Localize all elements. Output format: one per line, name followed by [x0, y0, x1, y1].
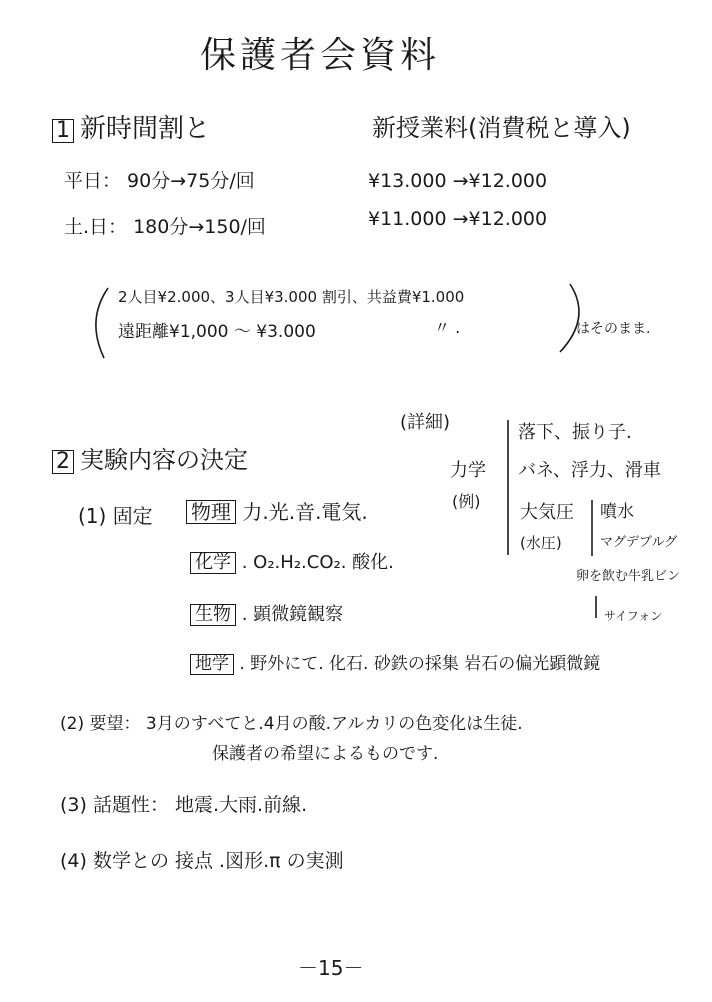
biology-row: [190, 604, 343, 626]
section-2-heading: [52, 448, 248, 474]
topicality-line: (3) 話題性： 地震.大雨.前線.: [60, 794, 308, 816]
page-title: 保護者会資料: [200, 35, 441, 76]
example-egg-bottle: 卵を飲む牛乳ビン: [576, 569, 681, 584]
chemistry-box: 化学: [190, 552, 236, 574]
discount-note: 2人目¥2.000、3人目¥3.000 割引、共益費¥1.000: [118, 288, 465, 306]
physics-row: [186, 500, 368, 524]
section-2-title: 実験内容の決定: [80, 446, 248, 474]
example-spring: バネ、浮力、滑車: [518, 460, 661, 481]
example-magdeburg: マグデブルグ: [600, 535, 678, 550]
earth-science-topics: . 野外にて. 化石. 砂鉄の採集 岩石の偏光顕微鏡: [239, 654, 601, 674]
detail-label: (詳細): [400, 412, 451, 433]
biology-topics: . 顕微鏡観察: [241, 604, 344, 625]
biology-box: 生物: [190, 604, 236, 626]
left-paren: [96, 288, 108, 358]
earth-science-row: [190, 654, 600, 675]
example-siphon: サイフォン: [604, 609, 663, 623]
physics-topics: 力.光.音.電気.: [242, 500, 368, 524]
chemistry-topics: . O₂.H₂.CO₂. 酸化.: [241, 552, 394, 573]
section-1-heading: [52, 116, 210, 143]
earth-science-box: 地学: [190, 654, 234, 675]
example-air-pressure: 大気圧: [520, 502, 574, 523]
ditto-mark: 〃 .: [434, 318, 461, 337]
chemistry-row: [190, 552, 394, 574]
example-label: (例): [452, 492, 481, 511]
page-number: －15－: [298, 956, 364, 980]
weekend-tuition: ¥11.000 →¥12.000: [368, 208, 548, 230]
example-fall: 落下、振り子.: [518, 422, 632, 443]
math-connection-line: (4) 数学との 接点 .図形.π の実測: [60, 850, 344, 872]
section-number: 2: [52, 450, 74, 474]
example-fountain: 噴水: [600, 502, 634, 522]
weekday-tuition: ¥13.000 →¥12.000: [368, 170, 548, 192]
unchanged-note: はそのまま.: [576, 321, 651, 337]
physics-box: 物理: [186, 500, 236, 524]
example-water-pressure: (水圧): [520, 534, 562, 552]
requests-line-2: 保護者の希望によるものです.: [212, 744, 439, 764]
requests-line-1: (2) 要望： 3月のすべてと.4月の酸.アルカリの色変化は生徒.: [60, 714, 523, 734]
fixed-label: (1) 固定: [78, 504, 153, 528]
mechanics-label: 力学: [450, 460, 486, 481]
distance-note: 遠距離¥1,000 ～ ¥3.000: [118, 322, 316, 342]
weekday-schedule: 平日： 90分→75分/回: [64, 170, 255, 192]
right-paren: [560, 284, 579, 352]
section-1-title: 新時間割と: [80, 114, 211, 144]
weekend-schedule: 土.日： 180分→150/回: [64, 216, 266, 238]
section-number: 1: [52, 119, 74, 143]
tuition-heading: 新授業料(消費税と導入): [372, 114, 631, 142]
